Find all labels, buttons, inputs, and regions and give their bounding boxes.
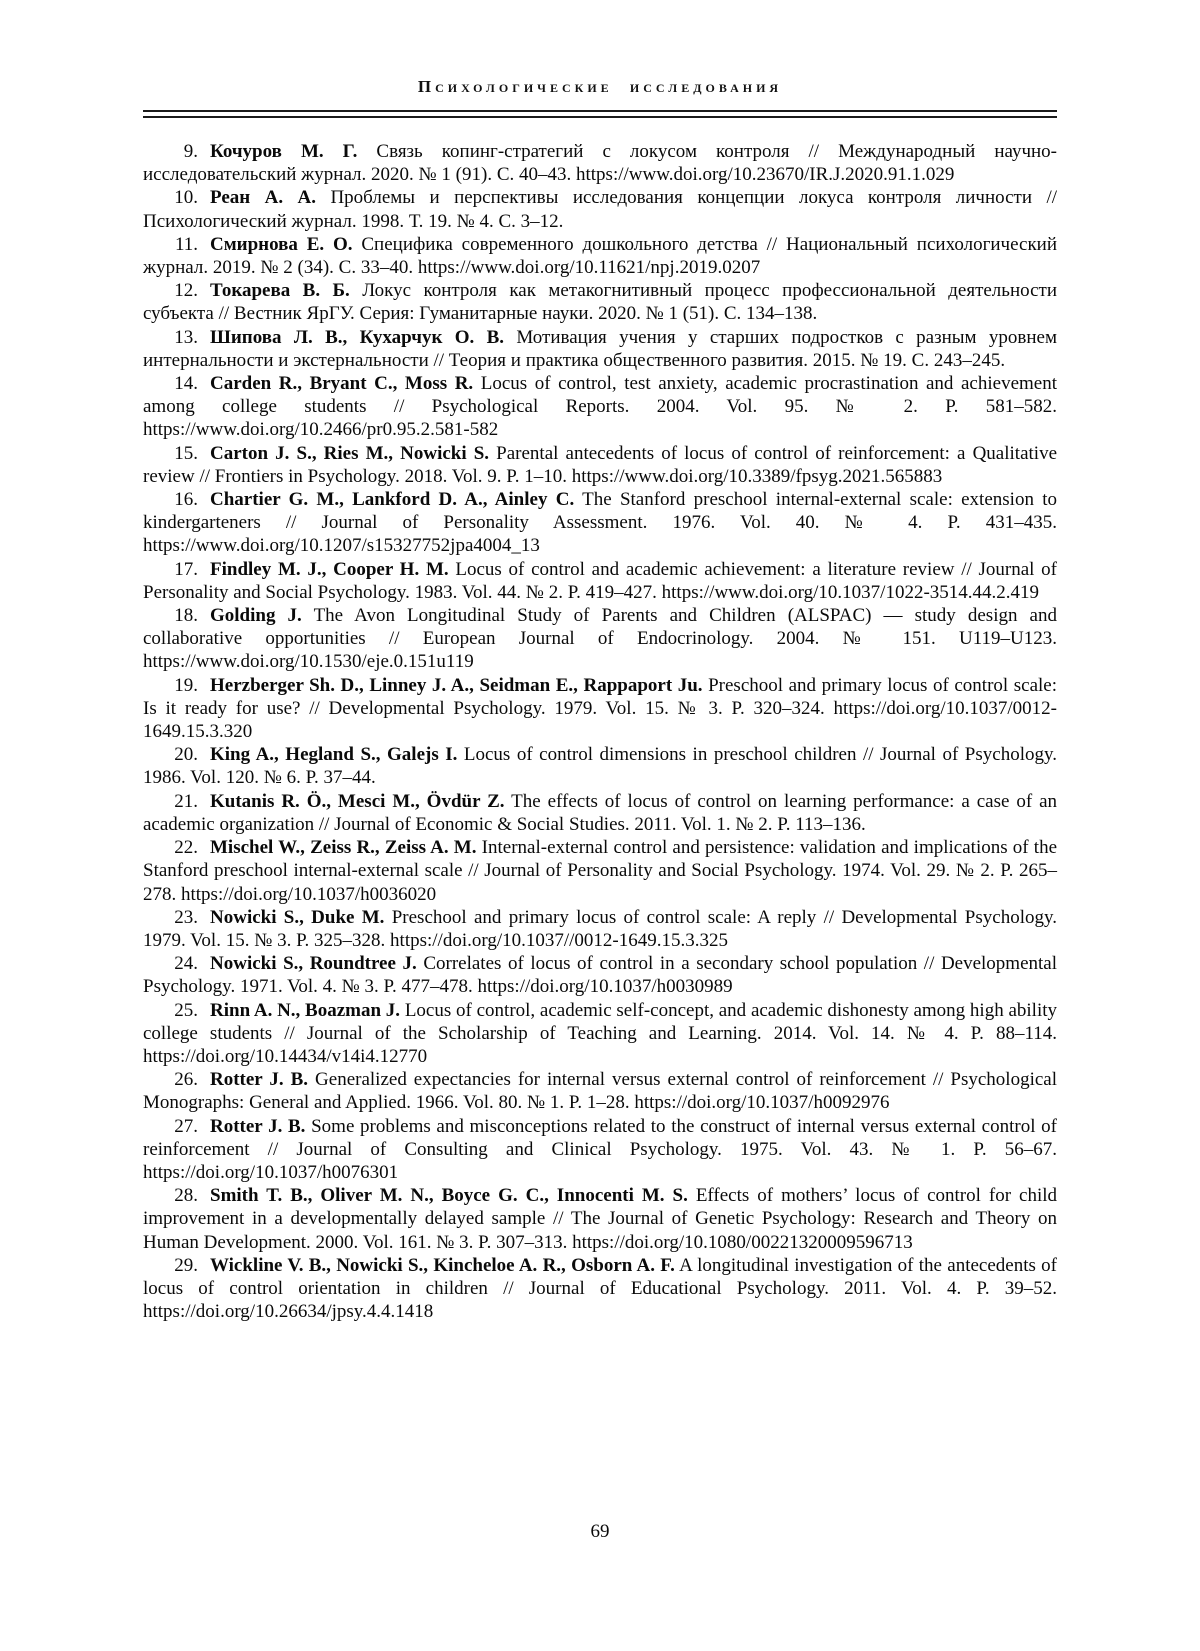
reference-item [143, 836, 1057, 906]
reference-text: Локус контроля как метакогнитивный процесс профессиональной деятельности субъекта // Вестник ЯрГУ. Серия: Гуманитарные науки. 2020. № 1 (51). С. 134–138. [143, 280, 1057, 325]
reference-number: 26. [174, 1069, 198, 1091]
reference-text: A longitudinal investigation of the antecedents of locus of control orientation in children // Journal of Educational Psychology. 2011. Vol. 4. P. 39–52. https://doi.org/10.26634/jpsy.4.4.1418 [143, 1254, 1057, 1323]
reference-number: 20. [174, 744, 198, 766]
reference-text: The Stanford preschool internal-external scale: extension to kindergarteners // Journal of Personality Assessment. 1976. Vol. 40. № 4. P. 431–435. https://www.doi.org/10.1207/s15327752jpa4004_13 [143, 489, 1057, 557]
reference-item [143, 326, 1057, 372]
reference-number: 21. [174, 790, 198, 812]
reference-item [143, 674, 1057, 744]
reference-item [143, 1068, 1057, 1114]
reference-number: 18. [174, 605, 198, 627]
reference-authors: Carden R., Bryant C., Moss R. [210, 373, 474, 395]
reference-text: Preschool and primary locus of control scale: A reply // Developmental Psychology. 1979. Vol. 15. № 3. P. 325–328. https://doi.org/10.1037//0012-1649.15.3.325 [143, 906, 1057, 951]
reference-text: Internal-external control and persistence: validation and implications of the Stanford preschool internal-external scale // Journal of Personality and Social Psychology. 1974. Vol. 29. № 2. P. 265–278. https://doi.org/10.1037/h0036020 [143, 837, 1058, 905]
reference-authors: Smith T. B., Oliver M. N., Boyce G. C., Innocenti M. S. [210, 1185, 688, 1207]
reference-item [143, 372, 1057, 442]
reference-authors: Rotter J. B. [210, 1115, 306, 1137]
reference-text: Effects of mothers’ locus of control for child improvement in a developmentally delayed sample // The Journal of Genetic Psychology: Research and Theory on Human Development. 2000. Vol. 161. № 3. P. 307–313. https://doi.org/10.1080/00221320009596713 [143, 1185, 1058, 1253]
page-number: 69 [590, 1521, 610, 1542]
reference-text: Специфика современного дошкольного детства // Национальный психологический журнал. 2019. № 2 (34). С. 33–40. https://www.doi.org/10.11621/npj.2019.0207 [143, 233, 1058, 279]
reference-text: Correlates of locus of control in a secondary school population // Developmental Psychology. 1971. Vol. 4. № 3. P. 477–478. https://doi.org/10.1037/h0030989 [143, 953, 1058, 998]
reference-authors: Rinn A. N., Boazman J. [210, 999, 401, 1021]
reference-number: 16. [174, 489, 198, 511]
reference-item [143, 1184, 1057, 1254]
reference-authors: Mischel W., Zeiss R., Zeiss A. M. [210, 837, 477, 859]
reference-number: 29. [174, 1254, 198, 1276]
reference-text: Locus of control dimensions in preschool children // Journal of Psychology. 1986. Vol. 120. № 6. P. 37–44. [143, 744, 1057, 789]
reference-item [143, 1254, 1057, 1324]
reference-item [143, 442, 1057, 488]
reference-authors: King A., Hegland S., Galejs I. [210, 744, 458, 766]
reference-text: Preschool and primary locus of control scale: Is it ready for use? // Developmental Psychology. 1979. Vol. 15. № 3. P. 320–324. https://doi.org/10.1037/0012-1649.15.3.320 [143, 674, 1057, 743]
reference-number: 19. [174, 674, 198, 696]
reference-number: 28. [174, 1185, 198, 1207]
reference-text: Parental antecedents of locus of control of reinforcement: a Qualitative review // Frontiers in Psychology. 2018. Vol. 9. P. 1–10. https://www.doi.org/10.3389/fpsyg.2021.565883 [143, 442, 1058, 487]
reference-item [143, 906, 1057, 952]
reference-number: 10. [174, 187, 198, 209]
reference-list [143, 140, 1057, 1323]
reference-authors: Реан А. А. [210, 187, 317, 209]
reference-item [143, 558, 1057, 604]
reference-number: 15. [174, 442, 198, 464]
reference-number: 11. [174, 233, 198, 255]
reference-text: The effects of locus of control on learning performance: a case of an academic organization // Journal of Economic & Social Studies. 2011. Vol. 1. № 2. P. 113–136. [143, 790, 1057, 835]
reference-authors: Токарева В. Б. [210, 280, 350, 302]
reference-text: Locus of control, academic self-concept, and academic dishonesty among high ability college students // Journal of the Scholarship of Teaching and Learning. 2014. Vol. 14. № 4. P. 88–114. https://doi.org/10.14434/v14i4.12770 [143, 999, 1058, 1067]
reference-item [143, 790, 1057, 836]
reference-authors: Carton J. S., Ries M., Nowicki S. [210, 442, 490, 464]
reference-authors: Nowicki S., Roundtree J. [210, 953, 417, 975]
reference-authors: Golding J. [210, 605, 302, 627]
reference-number: 22. [174, 837, 198, 859]
reference-authors: Rotter J. B. [210, 1069, 309, 1091]
reference-text: The Avon Longitudinal Study of Parents and Children (ALSPAC) — study design and collaborative opportunities // European Journal of Endocrinology. 2004. № 151. U119–U123. https://www.doi.org/10.1530/eje.0.151u119 [143, 605, 1057, 673]
reference-authors: Wickline V. B., Nowicki S., Kincheloe A. R., Osborn A. F. [210, 1254, 675, 1276]
header-rule [143, 110, 1057, 118]
reference-item [143, 186, 1057, 232]
reference-item [143, 488, 1057, 558]
reference-number: 12. [174, 280, 198, 302]
reference-item [143, 604, 1057, 674]
reference-text: Some problems and misconceptions related to the construct of internal versus external control of reinforcement // Journal of Consulting and Clinical Psychology. 1975. Vol. 43. № 1. P. 56–67. https://doi.org/10.1037/h0076301 [143, 1115, 1057, 1183]
reference-authors: Kutanis R. Ö., Mesci M., Övdür Z. [210, 790, 505, 812]
reference-number: 23. [174, 906, 198, 928]
reference-item [143, 279, 1057, 325]
reference-text: Locus of control and academic achievement: a literature review // Journal of Personality and Social Psychology. 1983. Vol. 44. № 2. P. 419–427. https://www.doi.org/10.1037/1022-3514.44.2.419 [143, 558, 1058, 603]
reference-number: 27. [174, 1115, 198, 1137]
reference-authors: Кочуров М. Г. [210, 141, 358, 162]
reference-authors: Herzberger Sh. D., Linney J. A., Seidman E., Rappaport Ju. [210, 674, 703, 696]
reference-authors: Nowicki S., Duke M. [210, 906, 385, 928]
reference-text: Проблемы и перспективы исследования концепции локуса контроля личности // Психологический журнал. 1998. Т. 19. № 4. С. 3–12. [143, 187, 1058, 232]
reference-authors: Chartier G. M., Lankford D. A., Ainley C. [210, 489, 575, 511]
reference-text: Locus of control, test anxiety, academic procrastination and achievement among college students // Psychological Reports. 2004. Vol. 95. № 2. P. 581–582. https://www.doi.org/10.2466/pr0.95.2.581-582 [143, 373, 1057, 441]
reference-item [143, 999, 1057, 1069]
reference-number: 25. [174, 999, 198, 1021]
reference-text: Связь копинг-стратегий с локусом контроля // Международный научно-исследовательский журнал. 2020. № 1 (91). С. 40–43. https://www.doi.org/10.23670/IR.J.2020.91.1.029 [143, 141, 1058, 186]
reference-authors: Смирнова Е. О. [210, 233, 353, 255]
reference-authors: Шипова Л. В., Кухарчук О. В. [210, 326, 505, 348]
reference-item [143, 233, 1057, 279]
reference-item [143, 140, 1057, 186]
reference-number: 24. [174, 953, 198, 975]
running-head: Психологические исследования [417, 77, 783, 96]
reference-item [143, 1115, 1057, 1185]
page-content [143, 0, 1057, 1323]
reference-number: 17. [174, 558, 198, 580]
reference-text: Generalized expectancies for internal versus external control of reinforcement // Psychological Monographs: General and Applied. 1966. Vol. 80. № 1. P. 1–28. https://doi.org/10.1037/h0092976 [143, 1069, 1058, 1114]
reference-item [143, 743, 1057, 789]
reference-number: 14. [174, 373, 198, 395]
reference-item [143, 952, 1057, 998]
reference-number: 9. [183, 141, 198, 162]
reference-authors: Findley M. J., Cooper H. M. [210, 558, 449, 580]
reference-text: Мотивация учения у старших подростков с разным уровнем интернальности и экстернальности // Теория и практика общественного развития. 2015. № 19. С. 243–245. [143, 326, 1058, 371]
reference-number: 13. [174, 326, 198, 348]
